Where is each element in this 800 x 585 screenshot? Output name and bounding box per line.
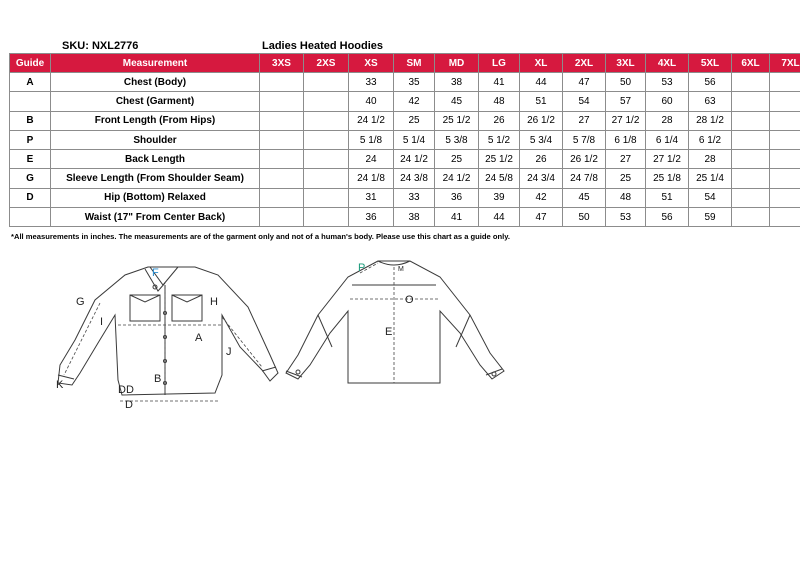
value-cell (732, 150, 770, 169)
value-cell: 38 (435, 73, 479, 92)
value-cell (732, 73, 770, 92)
value-cell (260, 150, 304, 169)
value-cell: 53 (606, 208, 646, 227)
value-cell: 27 (563, 111, 606, 130)
table-header-row (10, 54, 800, 73)
value-cell: 47 (563, 73, 606, 92)
label-dd: DD (118, 384, 134, 396)
value-cell: 24 1/2 (394, 150, 435, 169)
value-cell: 26 (479, 111, 520, 130)
measurement-note: *All measurements in inches. The measurements are of the garment only and not of a human's body. Please use this chart as a guide only. (11, 232, 511, 241)
value-cell: 25 1/4 (689, 169, 732, 188)
column-header: 2XS (304, 54, 349, 73)
value-cell: 53 (646, 73, 689, 92)
guide-cell: P (10, 130, 51, 149)
garment-diagram (0, 255, 800, 425)
measurement-cell: Front Length (From Hips) (51, 111, 260, 130)
value-cell: 5 3/8 (435, 130, 479, 149)
table-row (10, 73, 800, 92)
value-cell: 39 (479, 188, 520, 207)
value-cell: 5 7/8 (563, 130, 606, 149)
back-shirt-drawing (286, 261, 504, 383)
sku-label: SKU: NXL2776 (62, 40, 139, 52)
column-header: 6XL (732, 54, 770, 73)
value-cell: 60 (646, 92, 689, 111)
value-cell: 27 (606, 150, 646, 169)
measurement-cell: Hip (Bottom) Relaxed (51, 188, 260, 207)
value-cell (260, 92, 304, 111)
value-cell: 28 (689, 150, 732, 169)
label-m: M (398, 266, 404, 273)
value-cell (770, 188, 800, 207)
table-row (10, 111, 800, 130)
label-k: K (56, 379, 64, 391)
value-cell: 45 (435, 92, 479, 111)
column-header: Measurement (51, 54, 260, 73)
value-cell (304, 169, 349, 188)
table-body (10, 73, 800, 227)
table-row (10, 208, 800, 227)
value-cell (770, 92, 800, 111)
measurement-cell: Back Length (51, 150, 260, 169)
value-cell (304, 73, 349, 92)
value-cell: 59 (689, 208, 732, 227)
value-cell (304, 111, 349, 130)
column-header: LG (479, 54, 520, 73)
value-cell (732, 208, 770, 227)
back-measure-lines (350, 263, 440, 383)
value-cell: 26 1/2 (563, 150, 606, 169)
label-o: O (405, 294, 414, 306)
measurement-cell: Shoulder (51, 130, 260, 149)
value-cell (770, 169, 800, 188)
value-cell: 47 (520, 208, 563, 227)
value-cell: 27 1/2 (606, 111, 646, 130)
value-cell (304, 150, 349, 169)
value-cell (770, 208, 800, 227)
value-cell: 25 1/2 (479, 150, 520, 169)
guide-cell (10, 92, 51, 111)
value-cell (260, 111, 304, 130)
value-cell: 24 1/2 (435, 169, 479, 188)
value-cell: 51 (646, 188, 689, 207)
value-cell: 56 (689, 73, 732, 92)
value-cell: 5 1/8 (349, 130, 394, 149)
value-cell: 24 1/2 (349, 111, 394, 130)
value-cell: 24 3/4 (520, 169, 563, 188)
back-labels (358, 262, 414, 338)
label-p: P (358, 262, 366, 274)
measurement-cell: Chest (Body) (51, 73, 260, 92)
column-header: XL (520, 54, 563, 73)
value-cell: 31 (349, 188, 394, 207)
value-cell: 38 (394, 208, 435, 227)
guide-cell: A (10, 73, 51, 92)
value-cell: 26 (520, 150, 563, 169)
value-cell: 25 (606, 169, 646, 188)
value-cell: 24 (349, 150, 394, 169)
column-header: Guide (10, 54, 51, 73)
value-cell: 33 (349, 73, 394, 92)
value-cell: 54 (689, 188, 732, 207)
value-cell: 44 (479, 208, 520, 227)
value-cell (732, 92, 770, 111)
guide-cell: E (10, 150, 51, 169)
table-row (10, 169, 800, 188)
value-cell: 28 (646, 111, 689, 130)
value-cell: 24 7/8 (563, 169, 606, 188)
value-cell (732, 111, 770, 130)
value-cell: 50 (606, 73, 646, 92)
value-cell: 33 (394, 188, 435, 207)
value-cell: 48 (606, 188, 646, 207)
table-row (10, 130, 800, 149)
value-cell: 25 (394, 111, 435, 130)
label-h: H (210, 296, 218, 308)
value-cell (770, 111, 800, 130)
value-cell (770, 73, 800, 92)
product-title: Ladies Heated Hoodies (262, 40, 384, 52)
value-cell: 6 1/8 (606, 130, 646, 149)
value-cell: 27 1/2 (646, 150, 689, 169)
value-cell (732, 130, 770, 149)
value-cell: 63 (689, 92, 732, 111)
value-cell: 44 (520, 73, 563, 92)
value-cell: 26 1/2 (520, 111, 563, 130)
value-cell: 6 1/2 (689, 130, 732, 149)
column-header: 3XS (260, 54, 304, 73)
value-cell: 25 1/2 (435, 111, 479, 130)
value-cell (732, 188, 770, 207)
guide-cell: G (10, 169, 51, 188)
value-cell: 42 (520, 188, 563, 207)
label-a: A (195, 332, 203, 344)
value-cell: 5 3/4 (520, 130, 563, 149)
value-cell (304, 92, 349, 111)
value-cell: 36 (349, 208, 394, 227)
size-chart-table (9, 53, 800, 227)
value-cell: 41 (479, 73, 520, 92)
column-header: XS (349, 54, 394, 73)
column-header: MD (435, 54, 479, 73)
value-cell: 57 (606, 92, 646, 111)
guide-cell: D (10, 188, 51, 207)
measurement-cell: Sleeve Length (From Shoulder Seam) (51, 169, 260, 188)
value-cell: 50 (563, 208, 606, 227)
table-row (10, 92, 800, 111)
value-cell: 36 (435, 188, 479, 207)
measurement-cell: Chest (Garment) (51, 92, 260, 111)
value-cell (304, 130, 349, 149)
value-cell: 42 (394, 92, 435, 111)
value-cell: 24 3/8 (394, 169, 435, 188)
column-header: 2XL (563, 54, 606, 73)
column-header: SM (394, 54, 435, 73)
value-cell (770, 150, 800, 169)
column-header: 5XL (689, 54, 732, 73)
value-cell: 41 (435, 208, 479, 227)
front-measure-lines (64, 289, 262, 401)
column-header: 7XL (770, 54, 800, 73)
column-header: 3XL (606, 54, 646, 73)
label-b: B (154, 373, 162, 385)
label-e: E (385, 326, 393, 338)
value-cell: 51 (520, 92, 563, 111)
value-cell (260, 73, 304, 92)
value-cell: 35 (394, 73, 435, 92)
value-cell (260, 188, 304, 207)
label-i: I (100, 316, 104, 328)
value-cell (260, 208, 304, 227)
value-cell: 28 1/2 (689, 111, 732, 130)
value-cell (260, 169, 304, 188)
label-j: J (226, 346, 232, 358)
label-d: D (125, 399, 133, 411)
value-cell: 56 (646, 208, 689, 227)
value-cell (304, 188, 349, 207)
value-cell: 6 1/4 (646, 130, 689, 149)
column-header: 4XL (646, 54, 689, 73)
value-cell: 24 5/8 (479, 169, 520, 188)
value-cell: 40 (349, 92, 394, 111)
guide-cell: B (10, 111, 51, 130)
value-cell: 5 1/4 (394, 130, 435, 149)
value-cell: 25 (435, 150, 479, 169)
value-cell (732, 169, 770, 188)
value-cell: 54 (563, 92, 606, 111)
measurement-cell: Waist (17" From Center Back) (51, 208, 260, 227)
value-cell (260, 130, 304, 149)
guide-cell (10, 208, 51, 227)
table-row (10, 188, 800, 207)
value-cell (304, 208, 349, 227)
value-cell: 45 (563, 188, 606, 207)
value-cell: 5 1/2 (479, 130, 520, 149)
value-cell: 48 (479, 92, 520, 111)
value-cell (770, 130, 800, 149)
label-g: G (76, 296, 85, 308)
value-cell: 25 1/8 (646, 169, 689, 188)
table-row (10, 150, 800, 169)
label-f: F (152, 267, 159, 279)
value-cell: 24 1/8 (349, 169, 394, 188)
front-shirt-drawing (58, 267, 278, 395)
